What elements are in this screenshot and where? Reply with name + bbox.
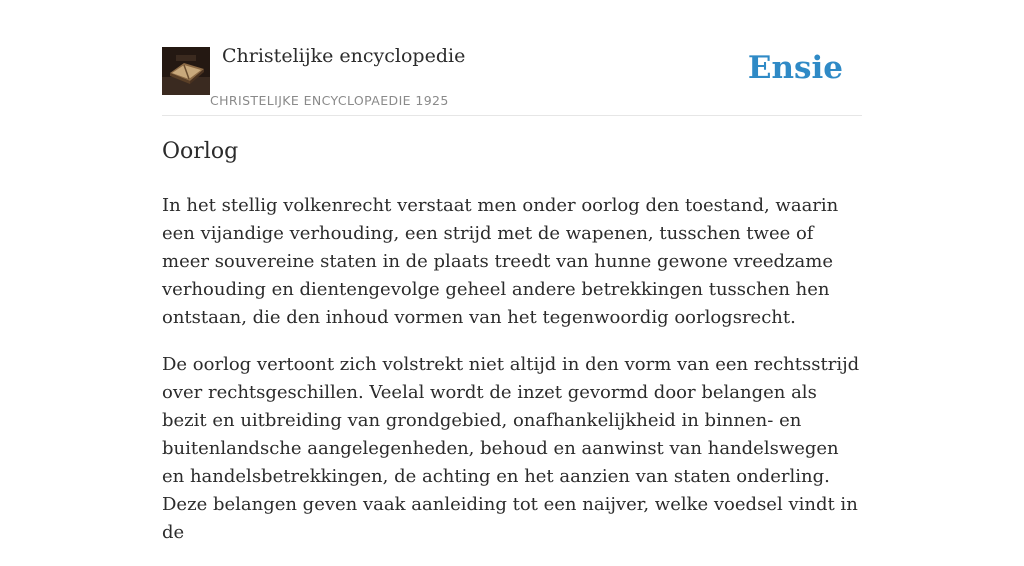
source-subtitle: CHRISTELIJKE ENCYCLOPAEDIE 1925 [210, 93, 449, 108]
source-header [162, 40, 862, 116]
article-title: Oorlog [162, 139, 239, 164]
article-body [162, 192, 862, 566]
brand-logo[interactable]: Ensie [747, 50, 843, 86]
source-title[interactable]: Christelijke encyclopedie [222, 45, 466, 67]
article-paragraph: De oorlog vertoont zich volstrekt niet altijd in den vorm van een rechtsstrijd over rechtsgeschillen. Veelal wordt de inzet gevormd door belangen als bezit en uitbreiding van grondgebied, onafhankelijkheid in binnen- en buitenlandsche aangelegenheden, behoud en aanwinst van handelswegen en handelsbetrekkingen, de achting en het aanzien van staten onderling. Deze belangen geven vaak aanleiding tot een naijver, welke voedsel vindt in de [162, 354, 860, 543]
article-paragraph: In het stellig volkenrecht verstaat men onder oorlog den toestand, waarin een vijandige verhouding, een strijd met de wapenen, tusschen twee of meer souvereine staten in de plaats treedt van hunne gewone vreedzame verhouding en dientengevolge geheel andere betrekkingen tusschen hen ontstaan, die den inhoud vormen van het tegenwoordig oorlogsrecht. [162, 195, 839, 328]
book-avatar-icon[interactable] [162, 47, 210, 95]
